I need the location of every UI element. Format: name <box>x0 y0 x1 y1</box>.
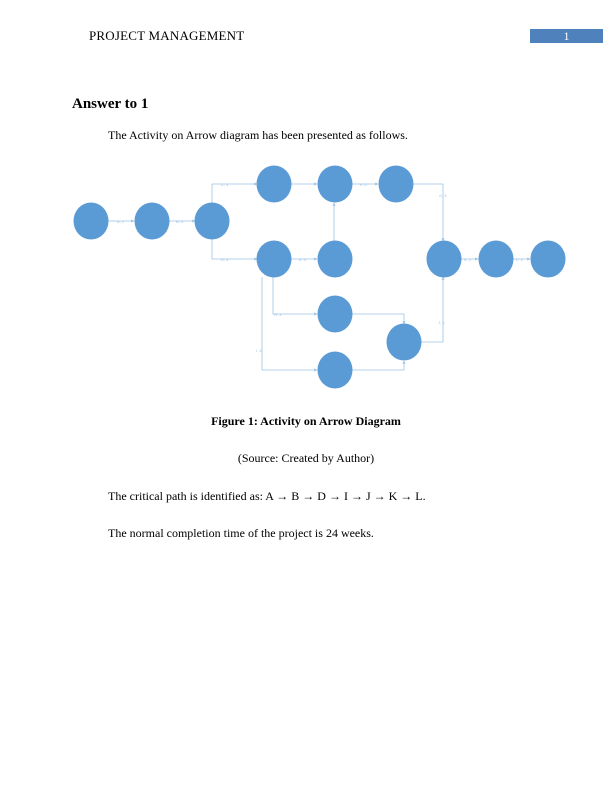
node-9 <box>427 241 462 278</box>
node-5 <box>318 166 353 203</box>
diagram-nodes <box>74 166 566 389</box>
node-7 <box>257 241 292 278</box>
critical-path-paragraph: The critical path is identified as: A → B → D → I → J → K → L. <box>108 489 426 503</box>
activity-on-arrow-diagram <box>0 160 612 400</box>
edge-7-12 <box>273 277 317 314</box>
node-12 <box>318 296 353 333</box>
node-8 <box>318 241 353 278</box>
node-3 <box>195 203 230 240</box>
node-4 <box>257 166 292 203</box>
edge-14-9 <box>421 277 443 342</box>
edge-label-f: F, 5 <box>360 182 367 187</box>
edge-label-l: L, 3 <box>516 257 523 262</box>
edge-label-g: G, 4 <box>439 193 447 198</box>
edge-label-j: J, 6 <box>438 320 445 325</box>
edge-12-14 <box>352 314 404 324</box>
edge-label-b: B, 3 <box>176 219 184 224</box>
section-heading: Answer to 1 <box>72 96 149 112</box>
edge-3-7 <box>212 239 257 259</box>
figure-caption: Figure 1: Activity on Arrow Diagram <box>211 414 401 428</box>
diagram-edges <box>108 184 530 370</box>
edge-label-a: A, 2 <box>117 219 125 224</box>
page-number-badge: 1 <box>530 29 603 43</box>
edge-label-h: H, 3 <box>274 312 282 317</box>
node-6 <box>379 166 414 203</box>
completion-time-paragraph: The normal completion time of the project is 24 weeks. <box>108 526 374 540</box>
edge-3-4 <box>212 184 257 203</box>
running-header: PROJECT MANAGEMENT <box>89 28 245 43</box>
edge-13-14 <box>352 361 404 370</box>
edge-label-i: I, 4 <box>256 348 262 353</box>
edge-label-e: E, 3 <box>299 257 307 262</box>
node-1 <box>74 203 109 240</box>
node-10 <box>479 241 514 278</box>
intro-paragraph: The Activity on Arrow diagram has been presented as follows. <box>108 128 408 142</box>
figure-source: (Source: Created by Author) <box>237 451 375 465</box>
edge-7-13 <box>262 277 317 370</box>
node-11 <box>531 241 566 278</box>
edge-label-c: C, 4 <box>221 182 229 187</box>
node-2 <box>135 203 170 240</box>
edge-label-k: K, 2 <box>464 257 472 262</box>
node-13 <box>318 352 353 389</box>
node-14 <box>387 324 422 361</box>
edge-label-d: D, 4 <box>221 257 229 262</box>
